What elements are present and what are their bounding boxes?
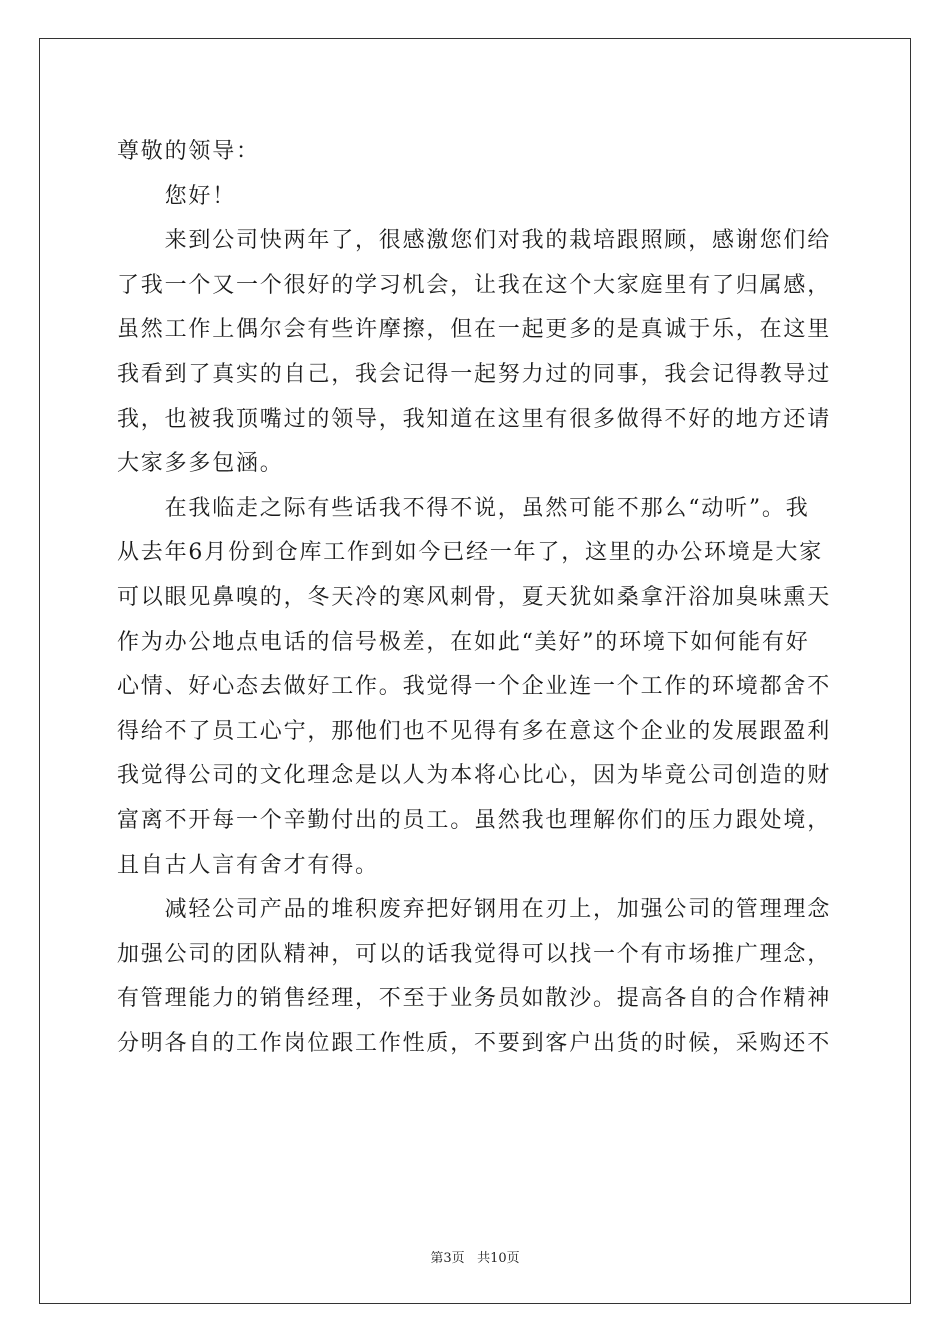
text-line: 可以眼见鼻嗅的，冬天冷的寒风刺骨，夏天犹如桑拿汗浴加臭味熏天: [117, 584, 832, 610]
text-line: 有管理能力的销售经理，不至于业务员如散沙。提高各自的合作精神: [117, 986, 832, 1012]
salutation: 尊敬的领导：: [117, 139, 260, 164]
text-line: 了我一个又一个很好的学习机会，让我在这个大家庭里有了归属感，: [117, 272, 832, 298]
text-line: 我看到了真实的自己，我会记得一起努力过的同事，我会记得教导过: [117, 361, 832, 387]
text-line: 我觉得公司的文化理念是以人为本将心比心，因为毕竟公司创造的财: [117, 763, 832, 789]
text-line: 在我临走之际有些话我不得不说，虽然可能不那么“动听”。我: [117, 495, 810, 521]
text-line: 富离不开每一个辛勤付出的员工。虽然我也理解你们的压力跟处境，: [117, 807, 832, 833]
text-line: 得给不了员工心宁，那他们也不见得有多在意这个企业的发展跟盈利: [117, 718, 832, 744]
text-line: 从去年6月份到仓库工作到如今已经一年了，这里的办公环境是大家: [117, 540, 823, 566]
text-line: 来到公司快两年了，很感激您们对我的栽培跟照顾，感谢您们给: [117, 228, 832, 254]
text-line: 且自古人言有舍才有得。: [117, 852, 379, 878]
page-number: 第3页: [430, 1251, 465, 1266]
text-line: 大家多多包涵。: [117, 451, 284, 477]
page-total: 共10页: [477, 1251, 520, 1266]
text-line: 作为办公地点电话的信号极差，在如此“美好”的环境下如何能有好: [117, 629, 810, 655]
page-footer: [0, 1247, 950, 1266]
greeting: 您好！: [117, 183, 237, 209]
document-body: [117, 130, 833, 1066]
text-line: 分明各自的工作岗位跟工作性质，不要到客户出货的时候，采购还不: [117, 1030, 832, 1056]
text-line: 减轻公司产品的堆积废弃把好钢用在刃上，加强公司的管理理念: [117, 897, 832, 923]
text-line: 加强公司的团队精神，可以的话我觉得可以找一个有市场推广理念，: [117, 941, 832, 967]
text-line: 心情、好心态去做好工作。我觉得一个企业连一个工作的环境都舍不: [117, 674, 832, 700]
text-line: 虽然工作上偶尔会有些许摩擦，但在一起更多的是真诚于乐，在这里: [117, 317, 832, 343]
text-line: 我，也被我顶嘴过的领导，我知道在这里有很多做得不好的地方还请: [117, 406, 832, 432]
